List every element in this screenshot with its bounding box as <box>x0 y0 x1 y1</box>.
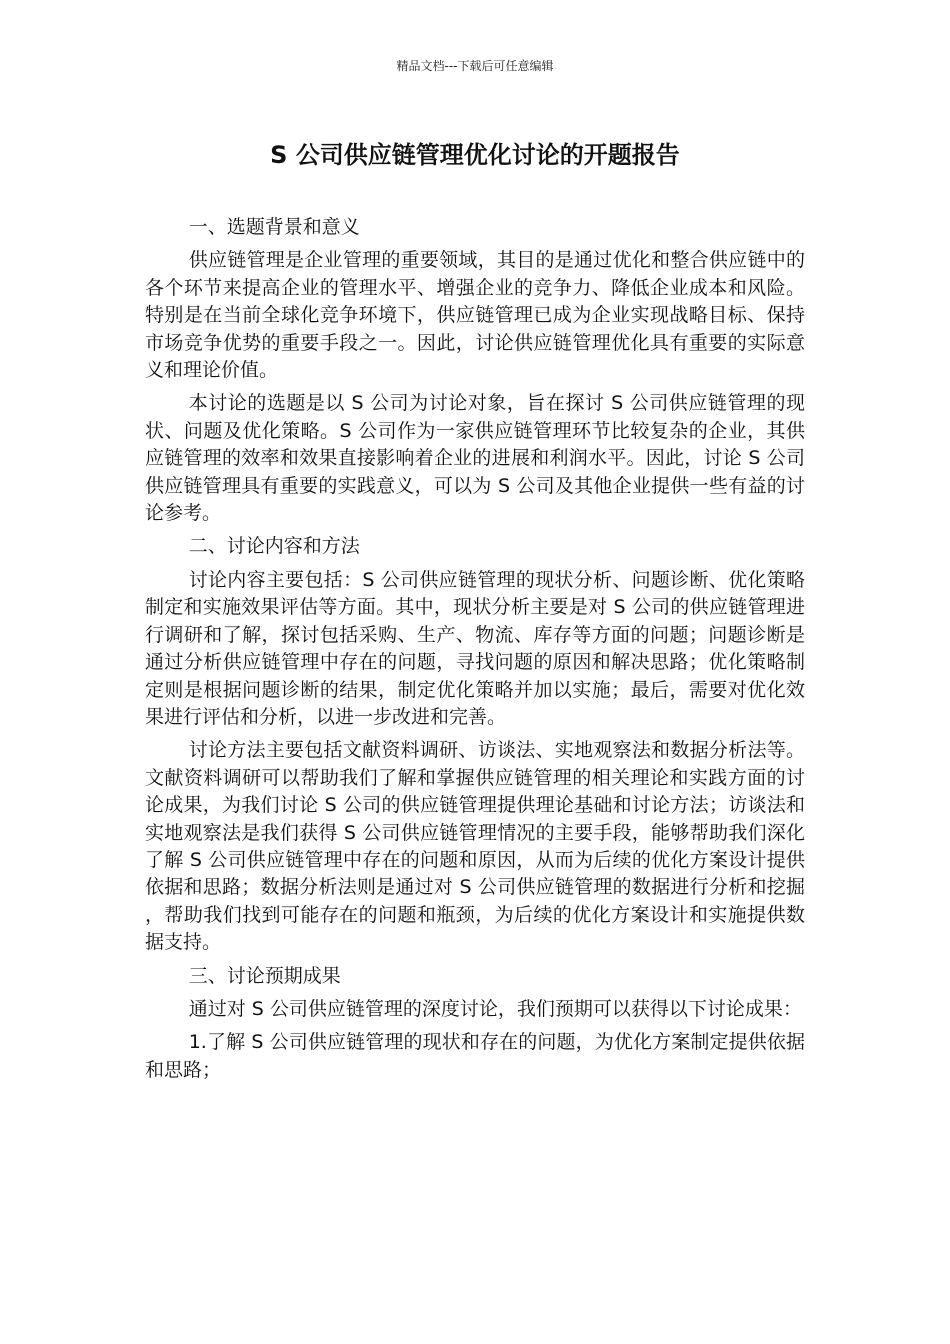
section-heading-expected-results: 三、讨论预期成果 <box>188 964 341 987</box>
header-note: 精品文档---下载后可任意编辑 <box>396 59 554 73</box>
document-body <box>145 214 805 1090</box>
section-heading-content-methods: 二、讨论内容和方法 <box>188 535 360 558</box>
paragraph-background-2: 本讨论的选题是以 S 公司为讨论对象，旨在探讨 S 公司供应链管理的现状、问题及优化策略。S 公司作为一家供应链管理环节比较复杂的企业，其供应链管理的效率和效果直接影响着企业的进展和利润水平。因此，讨论 S 公司供应链管理具有重要的实践意义，可以为 S 公司及其他企业提供一些有益的讨论参考。 <box>145 392 805 525</box>
document-title: S 公司供应链管理优化讨论的开题报告 <box>270 141 680 169</box>
list-item-expected-1: 1.了解 S 公司供应链管理的现状和存在的问题，为优化方案制定提供依据和思路； <box>145 1031 805 1081</box>
paragraph-methods: 讨论方法主要包括文献资料调研、访谈法、实地观察法和数据分析法等。文献资料调研可以帮助我们了解和掌握供应链管理的相关理论和实践方面的讨论成果，为我们讨论 S 公司的供应链管理提供理论基础和讨论方法；访谈法和实地观察法是我们获得 S 公司供应链管理情况的主要手段，能够帮助我们深化了解 S 公司供应链管理中存在的问题和原因，从而为后续的优化方案设计提供依据和思路；数据分析法则是通过对 S 公司供应链管理的数据进行分析和挖掘，帮助我们找到可能存在的问题和瓶颈，为后续的优化方案设计和实施提供数据支持。 <box>145 739 805 954</box>
paragraph-background-1: 供应链管理是企业管理的重要领域，其目的是通过优化和整合供应链中的各个环节来提高企业的管理水平、增强企业的竞争力、降低企业成本和风险。特别是在当前全球化竞争环境下，供应链管理已成为企业实现战略目标、保持市场竞争优势的重要手段之一。因此，讨论供应链管理优化具有重要的实际意义和理论价值。 <box>145 249 805 382</box>
paragraph-content: 讨论内容主要包括：S 公司供应链管理的现状分析、问题诊断、优化策略制定和实施效果评估等方面。其中，现状分析主要是对 S 公司的供应链管理进行调研和了解，探讨包括采购、生产、物流、库存等方面的问题；问题诊断是通过分析供应链管理中存在的问题，寻找问题的原因和解决思路；优化策略制定则是根据问题诊断的结果，制定优化策略并加以实施；最后，需要对优化效果进行评估和分析，以进一步改进和完善。 <box>145 568 805 728</box>
paragraph-expected-intro: 通过对 S 公司供应链管理的深度讨论，我们预期可以获得以下讨论成果： <box>188 997 802 1020</box>
section-heading-background: 一、选题背景和意义 <box>188 216 360 238</box>
